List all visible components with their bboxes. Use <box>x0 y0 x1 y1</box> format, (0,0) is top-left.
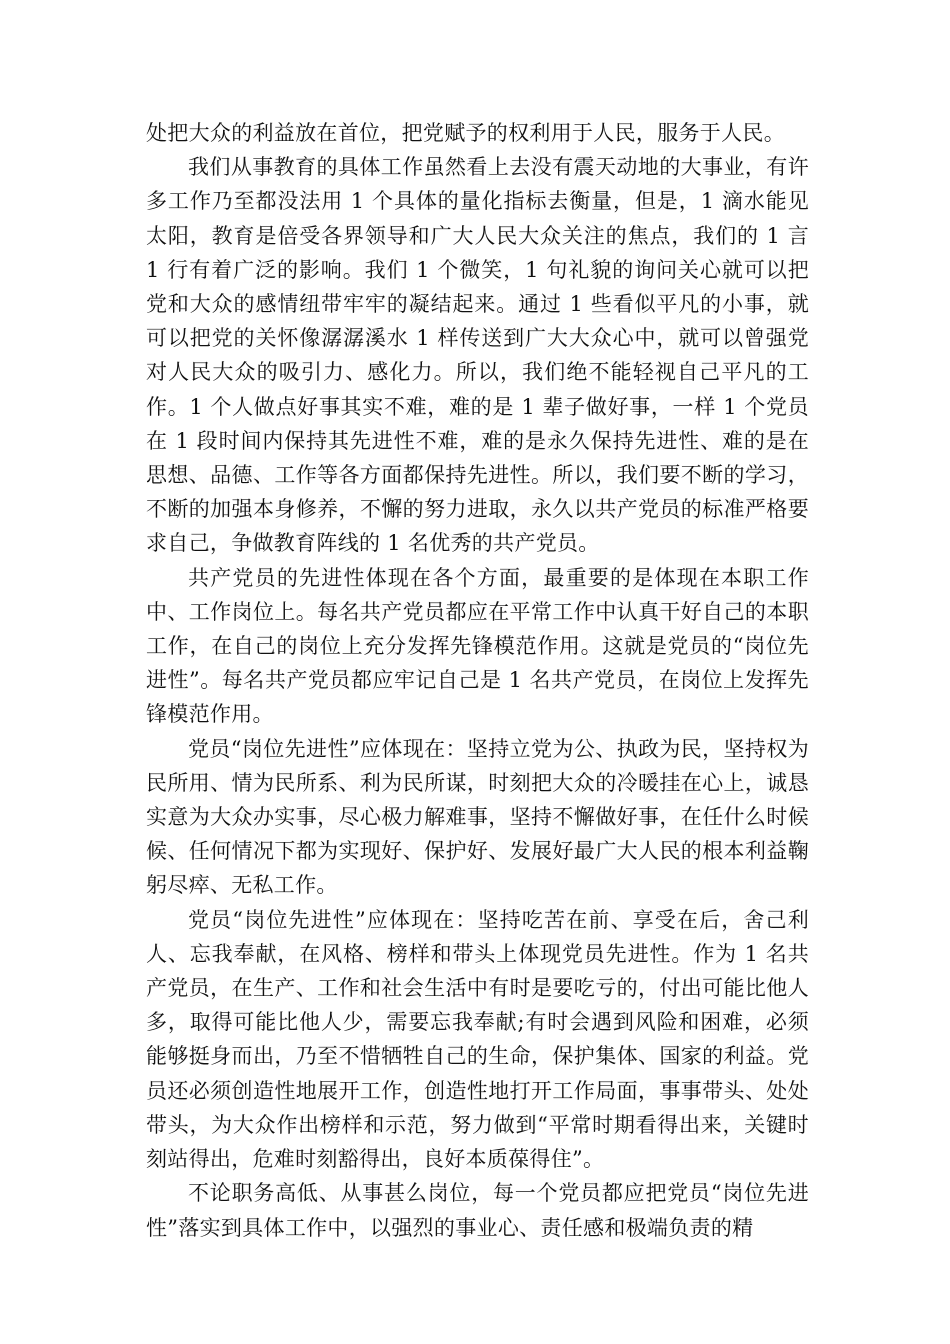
paragraph-3: 共产党员的先进性体现在各个方面，最重要的是体现在本职工作中、工作岗位上。每名共产党员都应在平常工作中认真干好自己的本职工作，在自己的岗位上充分发挥先锋模范作用。这就是党员的“岗位先进性”。每名共产党员都应牢记自己是 1 名共产党员，在岗位上发挥先锋模范作用。 <box>146 565 809 727</box>
document-body <box>146 116 809 1245</box>
paragraph-2: 我们从事教育的具体工作虽然看上去没有震天动地的大事业，有许多工作乃至都没法用 1 个具体的量化指标去衡量，但是，1 滴水能见太阳，教育是倍受各界领导和广大人民大众关注的焦点，我们的 1 言 1 行有着广泛的影响。我们 1 个微笑，1 句礼貌的询问关心就可以把党和大众的感情纽带牢牢的凝结起来。通过 1 些看似平凡的小事，就可以把党的关怀像潺潺溪水 1 样传送到广大大众心中，就可以曾强党对人民大众的吸引力、感化力。所以，我们绝不能轻视自己平凡的工作。1 个人做点好事其实不难，难的是 1 辈子做好事，一样 1 个党员在 1 段时间内保持其先进性不难，难的是永久保持先进性、难的是在思想、品德、工作等各方面都保持先进性。所以，我们要不断的学习，不断的加强本身修养，不懈的努力进取，永久以共产党员的标准严格要求自己，争做教育阵线的 1 名优秀的共产党员。 <box>146 155 809 556</box>
paragraph-5: 党员“岗位先进性”应体现在：坚持吃苦在前、享受在后，舍己利人、忘我奉献，在风格、榜样和带头上体现党员先进性。作为 1 名共产党员，在生产、工作和社会生活中有时是要吃亏的，付出可能比他人多，取得可能比他人少，需要忘我奉献;有时会遇到风险和困难，必须能够挺身而出，乃至不惜牺牲自己的生命，保护集体、国家的利益。党员还必须创造性地展开工作，创造性地打开工作局面，事事带头、处处带头，为大众作出榜样和示范，努力做到“平常时期看得出来，关键时刻站得出，危难时刻豁得出，良好本质葆得住”。 <box>146 907 809 1172</box>
paragraph-6: 不论职务高低、从事甚么岗位，每一个党员都应把党员“岗位先进性”落实到具体工作中，以强烈的事业心、责任感和极端负责的精 <box>146 1181 809 1240</box>
paragraph-4: 党员“岗位先进性”应体现在：坚持立党为公、执政为民，坚持权为民所用、情为民所系、利为民所谋，时刻把大众的冷暖挂在心上，诚恳实意为大众办实事，尽心极力解难事，坚持不懈做好事，在任什么时候候、任何情况下都为实现好、保护好、发展好最广大人民的根本利益鞠躬尽瘁、无私工作。 <box>146 736 809 898</box>
paragraph-1: 处把大众的利益放在首位，把党赋予的权利用于人民，服务于人民。 <box>146 121 785 145</box>
